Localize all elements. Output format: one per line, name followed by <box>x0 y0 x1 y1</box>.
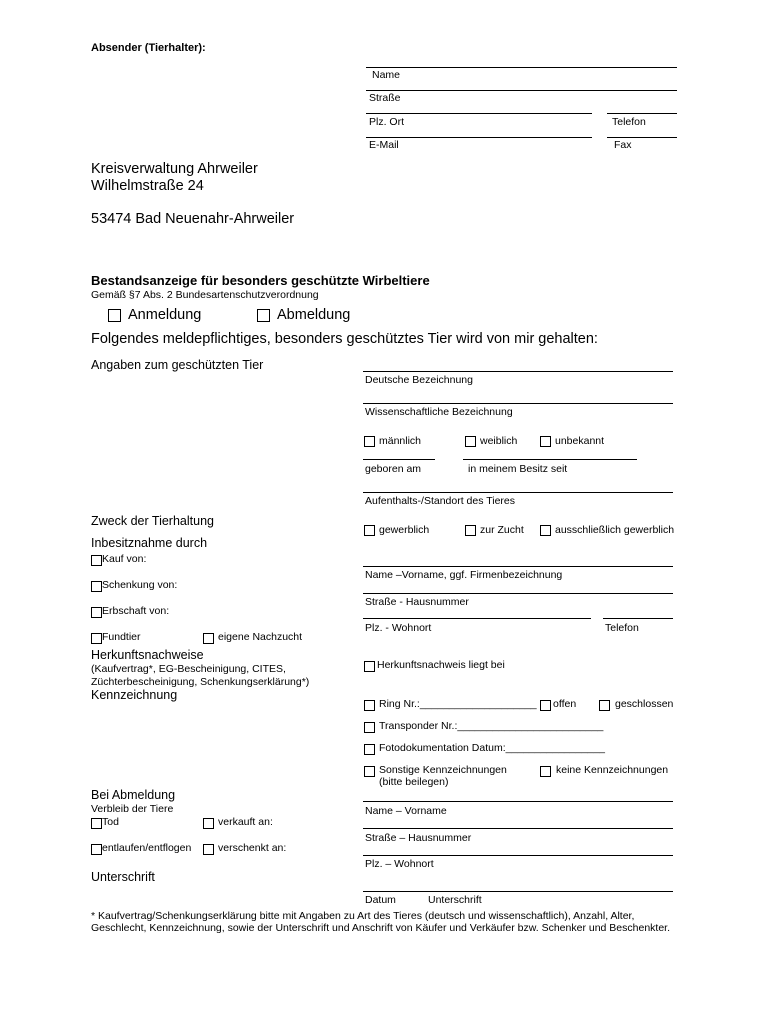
proof-heading: Herkunftsnachweise <box>91 648 204 662</box>
anmeldung-checkbox[interactable] <box>108 309 121 322</box>
german-name-label: Deutsche Bezeichnung <box>365 374 473 386</box>
proof-note-2: Züchterbescheinigung, Schenkungserklärung*) <box>91 676 310 688</box>
breeding-checkbox[interactable] <box>465 525 476 536</box>
dereg-name-label: Name – Vorname <box>365 805 447 817</box>
acq-street-line[interactable] <box>363 593 673 594</box>
anmeldung-label: Anmeldung <box>128 307 202 323</box>
unknown-label: unbekannt <box>555 435 605 447</box>
escaped-checkbox[interactable] <box>91 844 102 855</box>
sender-fax-line[interactable] <box>607 137 677 138</box>
gifted-checkbox[interactable] <box>203 844 214 855</box>
dead-label: Tod <box>102 816 119 828</box>
female-label: weiblich <box>480 435 518 447</box>
acquisition-heading: Inbesitznahme durch <box>91 536 208 550</box>
form-subtitle: Gemäß §7 Abs. 2 Bundesartenschutzverordnung <box>91 289 319 301</box>
sender-email-label: E-Mail <box>369 139 399 151</box>
ring-label: Ring Nr.:____________________ <box>379 698 537 710</box>
purpose-heading: Zweck der Tierhaltung <box>91 514 214 528</box>
unknown-checkbox[interactable] <box>540 436 551 447</box>
no-marking-label: keine Kennzeichnungen <box>556 764 669 776</box>
dereg-name-line[interactable] <box>363 801 673 802</box>
ring-closed-label: geschlossen <box>615 698 674 710</box>
sender-heading: Absender (Tierhalter): <box>91 42 206 54</box>
german-name-line[interactable] <box>363 371 673 372</box>
deregistration-subheading: Verbleib der Tiere <box>91 803 174 815</box>
acq-phone-label: Telefon <box>605 622 639 634</box>
scientific-name-line[interactable] <box>363 403 673 404</box>
footnote-line-2: Geschlecht, Kennzeichnung, sowie der Unterschrift und Anschrift von Käufer und Verkäufer bzw. Schenker und Beschenkter. <box>91 922 670 934</box>
form-title: Bestandsanzeige für besonders geschützte Wirbeltiere <box>91 273 430 288</box>
inheritance-label: Erbschaft von: <box>102 605 170 617</box>
abmeldung-label: Abmeldung <box>277 307 351 323</box>
purchase-checkbox[interactable] <box>91 555 102 566</box>
proof-attached-checkbox[interactable] <box>364 661 375 672</box>
photo-label: Fotodokumentation Datum:_________________ <box>379 742 605 754</box>
footnote-line-1: * Kaufvertrag/Schenkungserklärung bitte mit Angaben zu Art des Tieres (deutsch und wissenschaftlich), Anzahl, Alter, <box>91 910 635 922</box>
commercial-checkbox[interactable] <box>364 525 375 536</box>
sold-label: verkauft an: <box>218 816 273 828</box>
signature-heading: Unterschrift <box>91 870 155 884</box>
ring-closed-checkbox[interactable] <box>599 700 610 711</box>
acq-street-label: Straße - Hausnummer <box>365 596 469 608</box>
commercial-label: gewerblich <box>379 524 430 536</box>
no-marking-checkbox[interactable] <box>540 766 551 777</box>
signature-label: Unterschrift <box>428 894 482 906</box>
sender-street-label: Straße <box>369 92 401 104</box>
sold-checkbox[interactable] <box>203 818 214 829</box>
recipient-line-1: Kreisverwaltung Ahrweiler <box>91 161 258 177</box>
exclusively-commercial-label: ausschließlich gewerblich <box>555 524 675 536</box>
born-date-line[interactable] <box>363 459 435 460</box>
date-label: Datum <box>365 894 396 906</box>
own-breeding-checkbox[interactable] <box>203 633 214 644</box>
sender-email-line[interactable] <box>366 137 592 138</box>
abmeldung-checkbox[interactable] <box>257 309 270 322</box>
acq-city-label: Plz. - Wohnort <box>365 622 432 634</box>
ring-open-label: offen <box>553 698 577 710</box>
owned-since-label: in meinem Besitz seit <box>468 463 568 475</box>
male-label: männlich <box>379 435 422 447</box>
gifted-label: verschenkt an: <box>218 842 287 854</box>
form-intro: Folgendes meldepflichtiges, besonders geschütztes Tier wird von mir gehalten: <box>91 331 598 347</box>
marking-heading: Kennzeichnung <box>91 688 178 702</box>
born-label: geboren am <box>365 463 422 475</box>
sender-city-label: Plz. Ort <box>369 116 405 128</box>
recipient-line-3: 53474 Bad Neuenahr-Ahrweiler <box>91 211 295 227</box>
male-checkbox[interactable] <box>364 436 375 447</box>
photo-checkbox[interactable] <box>364 744 375 755</box>
dereg-street-label: Straße – Hausnummer <box>365 832 472 844</box>
breeding-label: zur Zucht <box>480 524 524 536</box>
signature-line[interactable] <box>363 891 673 892</box>
acq-city-line[interactable] <box>363 618 591 619</box>
dereg-street-line[interactable] <box>363 828 673 829</box>
sender-street-line[interactable] <box>366 90 677 91</box>
animal-heading: Angaben zum geschützten Tier <box>91 358 264 372</box>
found-label: Fundtier <box>102 631 141 643</box>
sender-phone-line[interactable] <box>607 113 677 114</box>
sender-name-label: Name <box>372 69 401 81</box>
sender-phone-label: Telefon <box>612 116 646 128</box>
ring-checkbox[interactable] <box>364 700 375 711</box>
exclusively-commercial-checkbox[interactable] <box>540 525 551 536</box>
owned-since-line[interactable] <box>463 459 637 460</box>
location-label: Aufenthalts-/Standort des Tieres <box>365 495 515 507</box>
transponder-checkbox[interactable] <box>364 722 375 733</box>
female-checkbox[interactable] <box>465 436 476 447</box>
proof-note-1: (Kaufvertrag*, EG-Bescheinigung, CITES, <box>91 663 286 675</box>
sender-city-line[interactable] <box>366 113 592 114</box>
found-checkbox[interactable] <box>91 633 102 644</box>
acq-phone-line[interactable] <box>603 618 673 619</box>
sender-fax-label: Fax <box>614 139 632 151</box>
deregistration-heading: Bei Abmeldung <box>91 788 176 802</box>
other-marking-checkbox[interactable] <box>364 766 375 777</box>
inheritance-checkbox[interactable] <box>91 607 102 618</box>
scientific-name-label: Wissenschaftliche Bezeichnung <box>365 406 513 418</box>
dereg-city-line[interactable] <box>363 855 673 856</box>
escaped-label: entlaufen/entflogen <box>102 842 192 854</box>
sender-name-line[interactable] <box>366 67 677 68</box>
acq-name-line[interactable] <box>363 566 673 567</box>
gift-label: Schenkung von: <box>102 579 178 591</box>
ring-open-checkbox[interactable] <box>540 700 551 711</box>
dereg-city-label: Plz. – Wohnort <box>365 858 434 870</box>
other-marking-label-1: Sonstige Kennzeichnungen <box>379 764 507 776</box>
recipient-line-2: Wilhelmstraße 24 <box>91 178 204 194</box>
other-marking-label-2: (bitte beilegen) <box>379 776 449 788</box>
location-line[interactable] <box>363 492 673 493</box>
purchase-label: Kauf von: <box>102 553 147 565</box>
acq-name-label: Name –Vorname, ggf. Firmenbezeichnung <box>365 569 563 581</box>
proof-attached-label: Herkunftsnachweis liegt bei <box>377 659 505 671</box>
own-breeding-label: eigene Nachzucht <box>218 631 303 643</box>
dead-checkbox[interactable] <box>91 818 102 829</box>
transponder-label: Transponder Nr.:_________________________ <box>379 720 604 732</box>
gift-checkbox[interactable] <box>91 581 102 592</box>
